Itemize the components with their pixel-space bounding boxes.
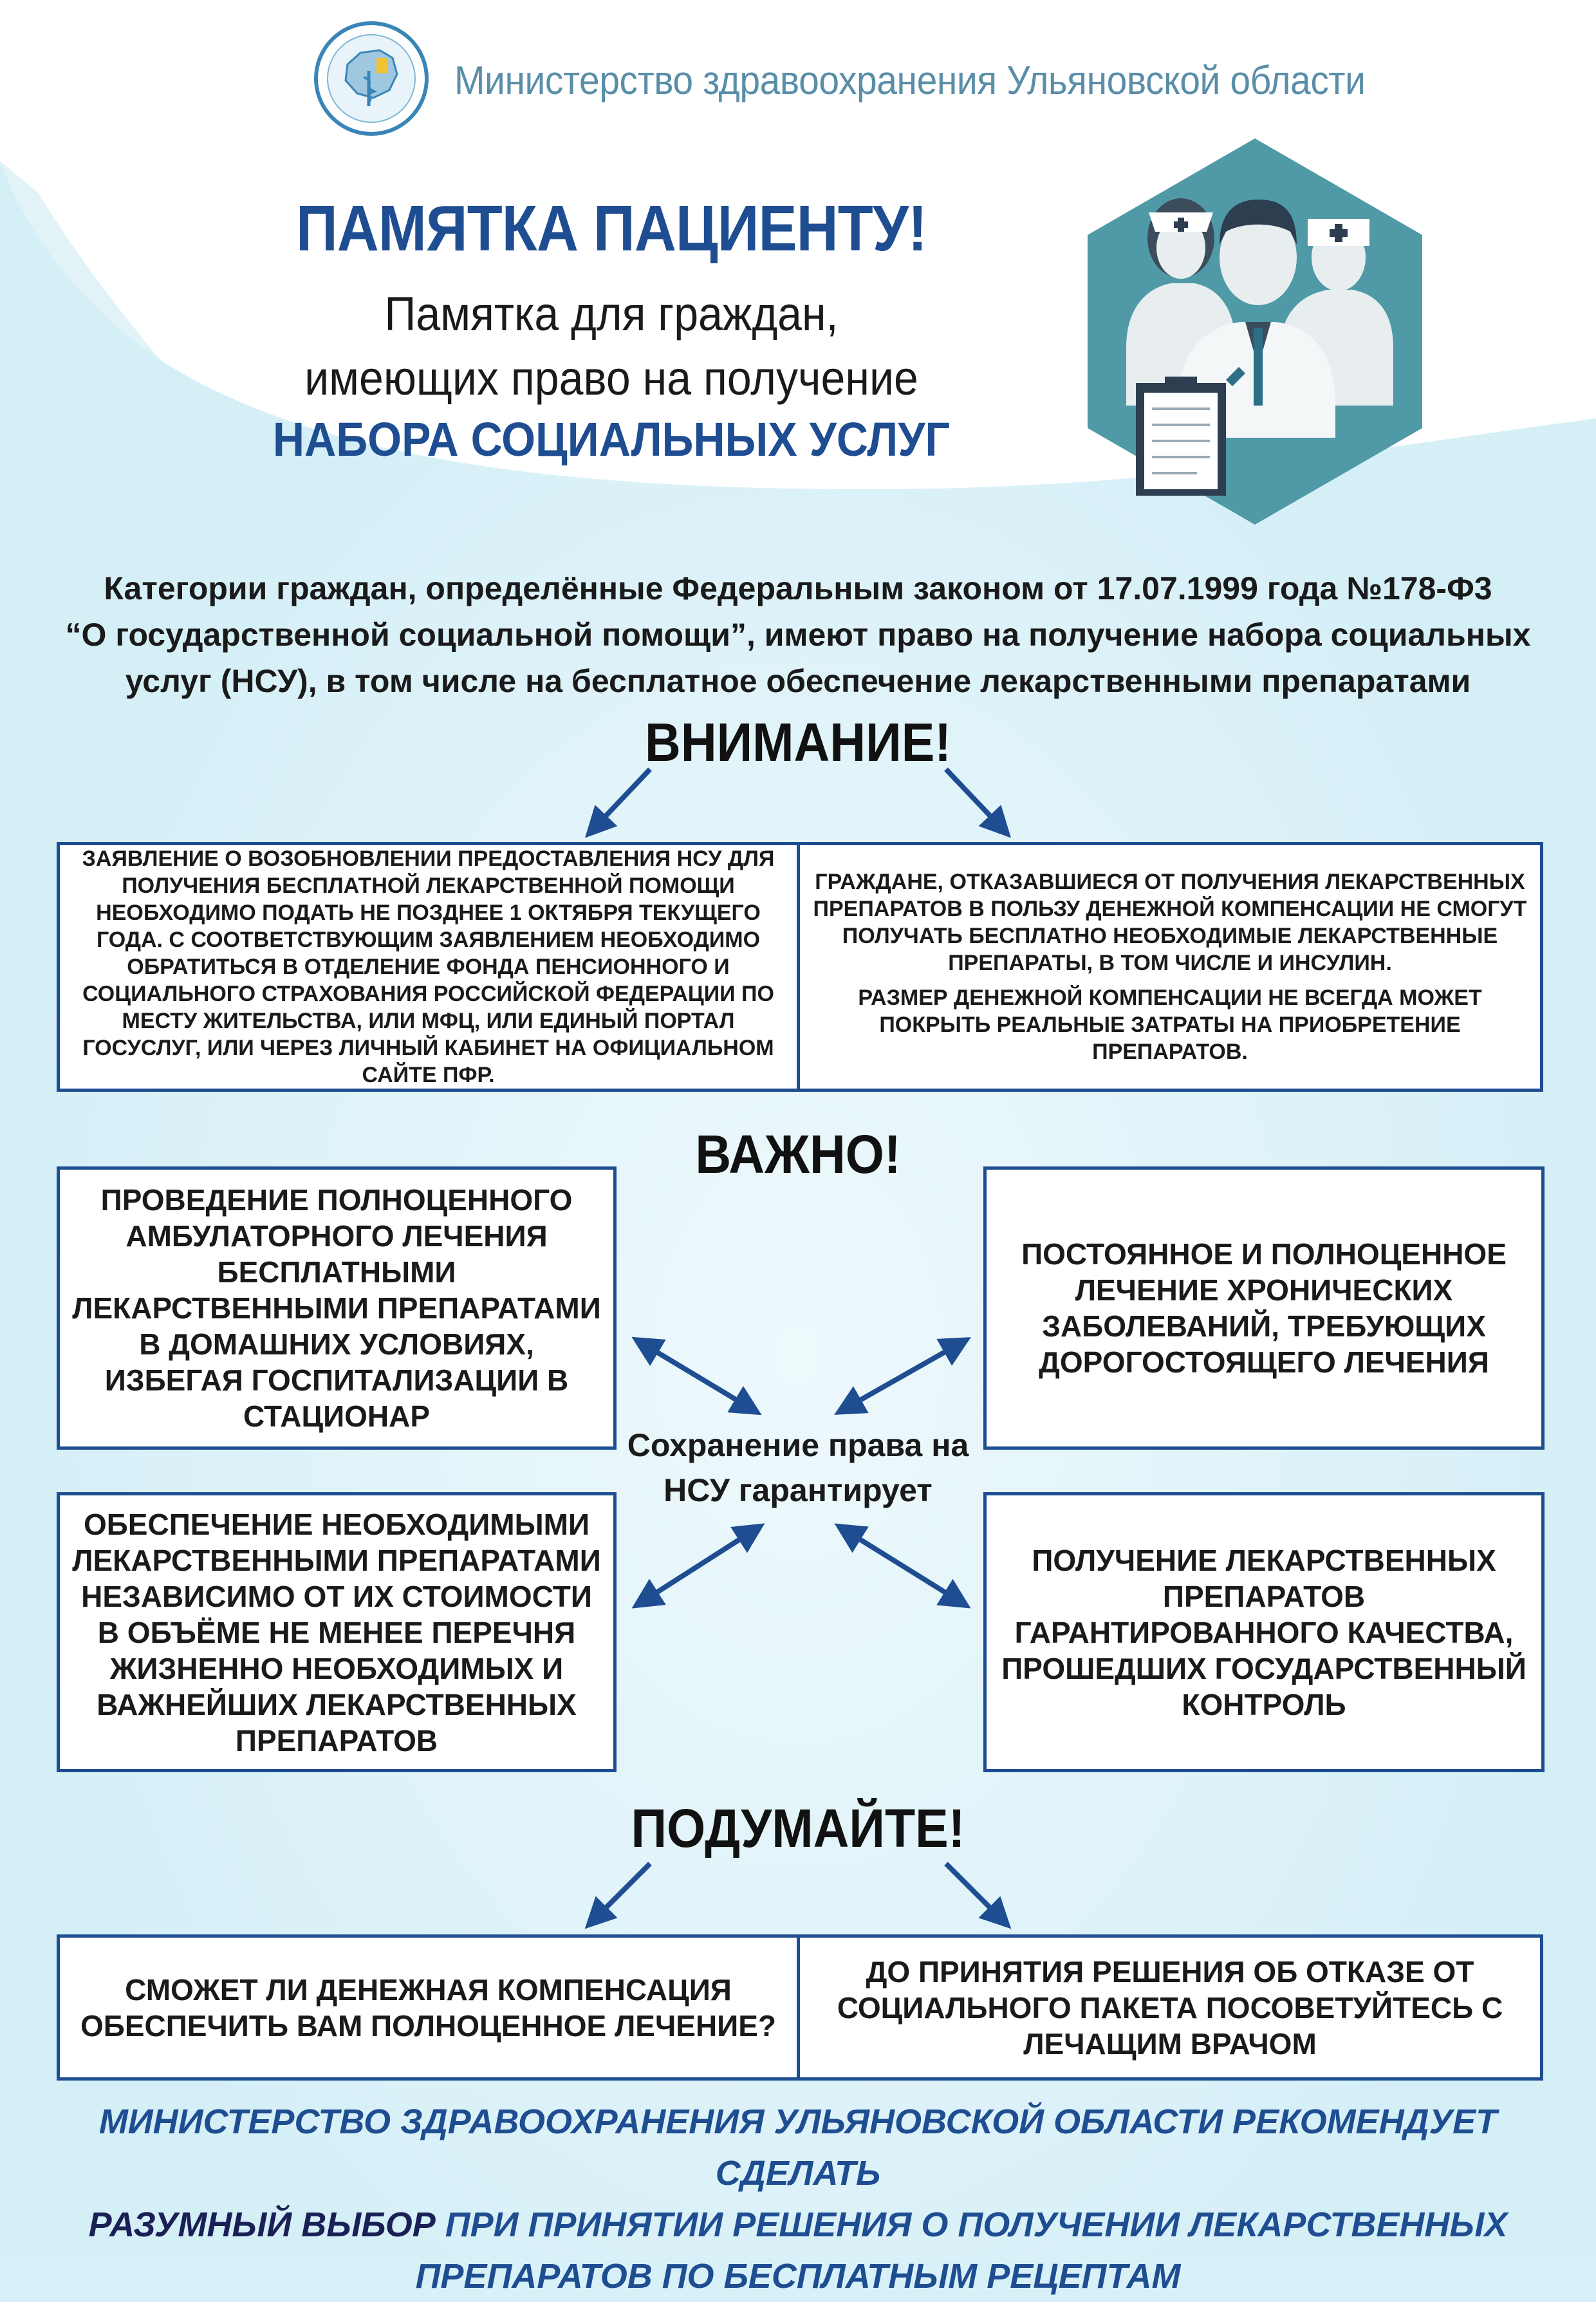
arrow-important-top-right — [843, 1342, 962, 1410]
important-box-bottom-right — [983, 1492, 1545, 1772]
intro-line-2: “О государственной социальной помощи”, имеют право на получение набора социальных — [65, 617, 1531, 653]
think-heading: ПОДУМАЙТЕ! — [631, 1798, 965, 1858]
attention-box-right — [797, 842, 1543, 1092]
important-heading: ВАЖНО! — [695, 1124, 901, 1184]
attention-right-text-1: ГРАЖДАНЕ, ОТКАЗАВШИЕСЯ ОТ ПОЛУЧЕНИЯ ЛЕКАРСТВЕННЫХ ПРЕПАРАТОВ В ПОЛЬЗУ ДЕНЕЖНОЙ КОМПЕНСАЦИИ НЕ СМОГУТ ПОЛУЧАТЬ БЕСПЛАТНО НЕОБХОДИМЫЕ ЛЕКАРСТВЕННЫЕ ПРЕПАРАТЫ, В ТОМ ЧИСЛЕ И ИНСУЛИН. — [813, 870, 1527, 975]
important-center-text: Сохранение права на НСУ гарантирует — [627, 1427, 969, 1508]
think-right-text: ДО ПРИНЯТИЯ РЕШЕНИЯ ОБ ОТКАЗЕ ОТ СОЦИАЛЬНОГО ПАКЕТА ПОСОВЕТУЙТЕСЬ С ЛЕЧАЩИМ ВРАЧОМ — [837, 1954, 1503, 2061]
attention-box-left — [57, 842, 800, 1092]
important-bottom-right-text: ПОЛУЧЕНИЕ ЛЕКАРСТВЕННЫХ ПРЕПАРАТОВ ГАРАНТИРОВАННОГО КАЧЕСТВА, ПРОШЕДШИХ ГОСУДАРСТВЕННЫЙ КОНТРОЛЬ — [1001, 1543, 1526, 1721]
think-box-left — [57, 1934, 800, 2081]
important-bottom-left-text: ОБЕСПЕЧЕНИЕ НЕОБХОДИМЫМИ ЛЕКАРСТВЕННЫМИ ПРЕПАРАТАМИ НЕЗАВИСИМО ОТ ИХ СТОИМОСТИ В ОБЪЁМЕ НЕ МЕНЕЕ ПЕРЕЧНЯ ЖИЗНЕННО НЕОБХОДИМЫХ И ВАЖНЕЙШИХ ЛЕКАРСТВЕННЫХ ПРЕПАРАТОВ — [72, 1507, 601, 1757]
attention-right-text-2: РАЗМЕР ДЕНЕЖНОЙ КОМПЕНСАЦИИ НЕ ВСЕГДА МОЖЕТ ПОКРЫТЬ РЕАЛЬНЫЕ ЗАТРАТЫ НА ПРИОБРЕТЕНИЕ ПРЕПАРАТОВ. — [858, 986, 1482, 1064]
think-left-text: СМОЖЕТ ЛИ ДЕНЕЖНАЯ КОМПЕНСАЦИЯ ОБЕСПЕЧИТЬ ВАМ ПОЛНОЦЕННОЕ ЛЕЧЕНИЕ? — [80, 1972, 777, 2043]
important-top-right-text: ПОСТОЯННОЕ И ПОЛНОЦЕННОЕ ЛЕЧЕНИЕ ХРОНИЧЕСКИХ ЗАБОЛЕВАНИЙ, ТРЕБУЮЩИХ ДОРОГОСТОЯЩЕГО ЛЕЧЕНИЯ — [1021, 1237, 1507, 1379]
important-box-top-right — [983, 1166, 1545, 1450]
subtitle-line-1: Памятка для граждан, — [384, 287, 839, 341]
subtitle-line-2: имеющих право на получение — [304, 351, 918, 405]
intro-line-1: Категории граждан, определённые Федеральным законом от 17.07.1999 года №178-Ф3 — [104, 570, 1492, 606]
footer-highlight: РАЗУМНЫЙ ВЫБОР — [88, 2205, 436, 2244]
attention-heading: ВНИМАНИЕ! — [645, 712, 951, 772]
arrow-think-right — [946, 1864, 1004, 1922]
arrow-important-bottom-right — [843, 1529, 962, 1603]
important-box-bottom-left — [57, 1492, 617, 1772]
think-box-right — [797, 1934, 1543, 2081]
ministry-name: Министерство здравоохранения Ульяновской области — [454, 59, 1366, 103]
arrow-think-left — [592, 1864, 650, 1922]
important-box-top-left — [57, 1166, 617, 1450]
important-top-left-text: ПРОВЕДЕНИЕ ПОЛНОЦЕННОГО АМБУЛАТОРНОГО ЛЕЧЕНИЯ БЕСПЛАТНЫМИ ЛЕКАРСТВЕННЫМИ ПРЕПАРАТАМИ В ДОМАШНИХ УСЛОВИЯХ, ИЗБЕГАЯ ГОСПИТАЛИЗАЦИИ В СТАЦИОНАР — [72, 1183, 601, 1433]
footer-line-2: ПРИ ПРИНЯТИИ РЕШЕНИЯ О ПОЛУЧЕНИИ ЛЕКАРСТВЕННЫХ — [445, 2205, 1508, 2244]
arrow-important-top-left — [640, 1342, 753, 1410]
footer-line-3: ПРЕПАРАТОВ ПО БЕСПЛАТНЫМ РЕЦЕПТАМ — [415, 2257, 1181, 2296]
page-title: ПАМЯТКА ПАЦИЕНТУ! — [295, 192, 927, 265]
arrow-attention-right — [946, 769, 1004, 830]
footer-recommendation — [39, 2096, 1557, 2302]
intro-line-3: услуг (НСУ), в том числе на бесплатное обеспечение лекарственными препаратами — [125, 663, 1471, 699]
arrow-important-bottom-left — [640, 1529, 756, 1603]
footer-line-1: МИНИСТЕРСТВО ЗДРАВООХРАНЕНИЯ УЛЬЯНОВСКОЙ ОБЛАСТИ РЕКОМЕНДУЕТ СДЕЛАТЬ — [98, 2102, 1498, 2193]
arrow-attention-left — [592, 769, 650, 830]
subtitle-line-3: НАБОРА СОЦИАЛЬНЫХ УСЛУГ — [272, 413, 951, 466]
attention-left-text: ЗАЯВЛЕНИЕ О ВОЗОБНОВЛЕНИИ ПРЕДОСТАВЛЕНИЯ НСУ ДЛЯ ПОЛУЧЕНИЯ БЕСПЛАТНОЙ ЛЕКАРСТВЕННОЙ ПОМОЩИ НЕОБХОДИМО ПОДАТЬ НЕ ПОЗДНЕЕ 1 ОКТЯБРЯ ТЕКУЩЕГО ГОДА. С СООТВЕТСТВУЮЩИМ ЗАЯВЛЕНИЕМ НЕОБХОДИМО ОБРАТИТЬСЯ В ОТДЕЛЕНИЕ ФОНДА ПЕНСИОННОГО И СОЦИАЛЬНОГО СТРАХОВАНИЯ РОССИЙСКОЙ ФЕДЕРАЦИИ ПО МЕСТУ ЖИТЕЛЬСТВА, ИЛИ МФЦ, ИЛИ ЕДИНЫЙ ПОРТАЛ ГОСУСЛУГ, ИЛИ ЧЕРЕЗ ЛИЧНЫЙ КАБИНЕТ НА ОФИЦИАЛЬНОМ САЙТЕ ПФР. — [82, 847, 775, 1087]
